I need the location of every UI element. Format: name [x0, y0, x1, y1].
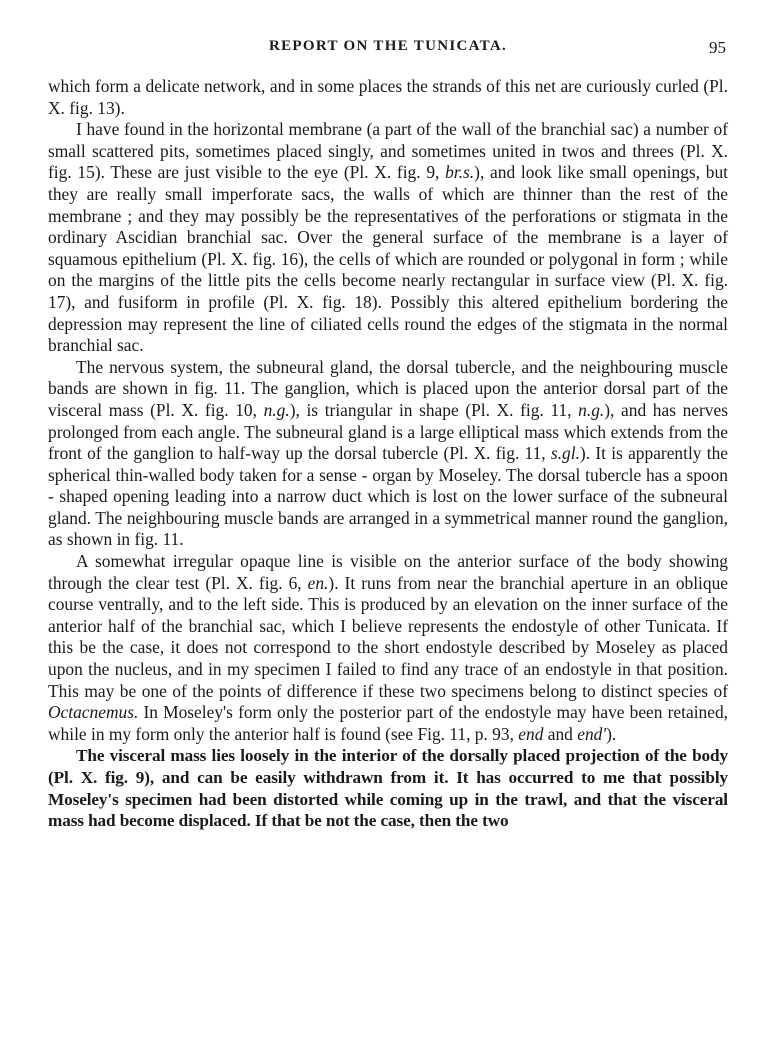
- paragraph-5: [48, 745, 728, 831]
- paragraph-4-italic-2: Octacnemus.: [48, 702, 139, 723]
- paragraph-4-text-3: In Moseley's form only the posterior part of the endostyle may have been retained, while in my form only the anterior half is found (see Fig. 11, p. 93,: [48, 702, 728, 744]
- paragraph-2-text-1: I have found in the horizontal membrane (a part of the wall of the branchial sac) a number of small scattered pits, sometimes placed singly, and sometimes united in twos and threes (Pl. X. fig. 15). These are just visible to the eye (Pl. X. fig. 9,: [48, 119, 728, 183]
- page-number: 95: [709, 38, 726, 57]
- paragraph-2-text-2: ), and look like small openings, but they are really small imperforate sacs, the walls of which are thinner than the rest of the membrane ; and they may possibly be the representatives of the perforations or stigmata in the ordinary Ascidian branchial sac. Over the general surface of the membrane is a layer of squamous epithelium (Pl. X. fig. 16), the cells of which are rounded or polygonal in form ; while on the margins of the little pits the cells become nearly rectangular in surface view (Pl. X. fig. 17), and fusiform in profile (Pl. X. fig. 18). Possibly this altered epithelium bordering the depression may represent the line of ciliated cells round the edges of the stigmata in the normal branchial sac.: [48, 162, 728, 356]
- paragraph-3-text-2: ), is triangular in shape (Pl. X. fig. 11,: [289, 399, 579, 420]
- paragraph-2-italic-1: br.s.: [445, 162, 475, 183]
- paragraph-4-text-4: and: [543, 723, 578, 744]
- paragraph-3-italic-1: n.g.: [263, 399, 290, 420]
- paragraph-3-text-4: ). It is apparently the spherical thin-walled body taken for a sense - organ by Moseley. The dorsal tubercle has a spoon - shaped opening leading into a narrow duct which is lost on the lower surface of the subneural gland. The neighbouring muscle bands are arranged in a symmetrical manner round the ganglion, as shown in fig. 11.: [48, 443, 728, 550]
- paragraph-2: [48, 119, 728, 357]
- paragraph-3-italic-3: s.gl.: [550, 443, 580, 464]
- paragraph-4-text-1: A somewhat irregular opaque line is visible on the anterior surface of the body showing through the clear test (Pl. X. fig. 6,: [48, 551, 728, 593]
- paragraph-4-text-5: ).: [606, 723, 617, 744]
- paragraph-5-text-1: The visceral mass lies loosely in the interior of the dorsally placed projection of the body (Pl. X. fig. 9), and can be easily withdrawn from it. It has occurred to me that possibly Moseley's specimen had been distorted while coming up in the trawl, and that the visceral mass had become displaced. If that be not the case, then the two: [48, 746, 728, 831]
- paragraph-1-text: which form a delicate network, and in some places the strands of this net are curiously curled (Pl. X. fig. 13).: [48, 76, 728, 118]
- paragraph-3-text-1: The nervous system, the subneural gland, the dorsal tubercle, and the neighbouring muscle bands are shown in fig. 11. The ganglion, which is placed upon the anterior dorsal part of the visceral mass (Pl. X. fig. 10,: [48, 356, 728, 420]
- paragraph-4: [48, 551, 728, 745]
- paragraph-4-italic-4: end': [577, 723, 607, 744]
- running-head: REPORT ON THE TUNICATA.: [268, 38, 508, 54]
- paragraph-3-text-3: ), and has nerves prolonged from each angle. The subneural gland is a large elliptical mass which extends from the front of the ganglion to half-way up the dorsal tubercle (Pl. X. fig. 11,: [48, 399, 728, 464]
- document-page: [48, 38, 728, 832]
- body-text: [48, 76, 728, 832]
- paragraph-3-italic-2: n.g.: [578, 399, 605, 420]
- paragraph-4-text-2: ). It runs from near the branchial aperture in an oblique course ventrally, and to the left side. This is produced by an elevation on the inner surface of the anterior half of the branchial sac, which I believe represents the endostyle of other Tunicata. If this be the case, it does not correspond to the short endostyle described by Moseley as placed upon the nucleus, and in my specimen I failed to find any trace of an endostyle in that position. This may be one of the points of difference if these two specimens belong to distinct species of: [48, 572, 728, 701]
- paragraph-1: [48, 76, 728, 119]
- page-header: [48, 38, 728, 62]
- paragraph-3: [48, 357, 728, 551]
- paragraph-4-italic-3: end: [518, 723, 544, 744]
- paragraph-4-italic-1: en.: [307, 572, 329, 593]
